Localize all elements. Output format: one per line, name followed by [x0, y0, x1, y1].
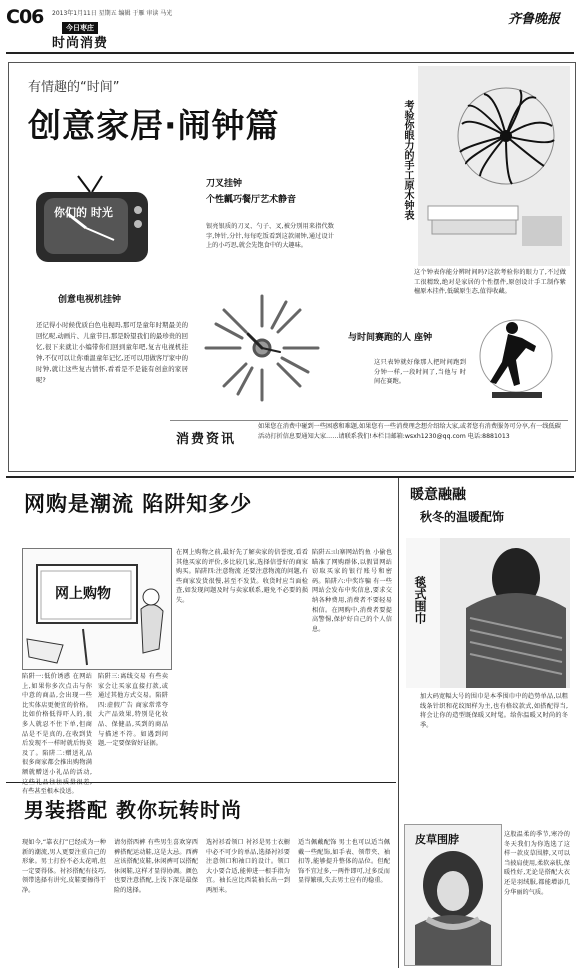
- online-col-1: 陷阱一:低价诱惑 在网站上,如果你多次点击与你中意的商品,会出现一些比实体店更便宜的价格。比如价格低得吓人的,很多人就忍不住下单,但商品是不是真的,在收到货后发现不一样时就后悔莫及了。陷阱二:赠送礼品 很多商家都会推出购物满额就赠送小礼品的活动, 有些甚至根本没送。: [22, 673, 92, 796]
- masthead-rule: [6, 52, 574, 54]
- collar-image: [404, 824, 502, 966]
- page-code: C06: [6, 6, 44, 28]
- scarf-label: 毯式围巾: [413, 576, 427, 624]
- sidebar-title-bottom: 秋冬的温暖配饰: [420, 510, 505, 524]
- fork-clock-image: [196, 290, 326, 408]
- online-col-3: 在网上购物之前,最好先了解卖家的信誉度,看看其他买家的评价,多比较几家,选择信誉好的商家购买。陷阱四:注意物流 还要注意物流的问题,有些商家发货很慢,甚至不发货。收货时应当面检查,如发现问题及时与卖家联系,避免不必要的损失。: [176, 549, 308, 604]
- runner-clock-title: 与时间赛跑的人 座钟: [348, 333, 433, 343]
- online-headline: 网购是潮流 陷阱知多少: [24, 492, 253, 516]
- sidebar-title-top: 暖意融融: [410, 487, 466, 503]
- tv-clock-body: 还记得小时候优质白色电视吗,那可是童年时期最美的回忆呢,动画片、儿童节目,那是盼望我们的最珍贵的回忆,很下来就让小编带你们回到童年吧,复古电视机挂钟,不仅可以让你重温童年记忆,还可以用做客厅家中的时钟,就让这些复古情怀,看看是不是能有创意的家居呢?: [36, 321, 188, 384]
- tv-clock-title: 创意电视机挂钟: [58, 295, 122, 305]
- menswear-col-3: 选衬衫看领口 衬衫是男士衣橱中必不可少的单品,选择衬衫要注意领口和袖口的设计。领口大小要合适,能伸进一根手指为宜。袖长应比西装袖长出一到两厘米。: [206, 839, 290, 894]
- sidebar-divider: [398, 478, 399, 968]
- collar-body: 这股温柔的季节,寒冷的冬天我们为你选选了这样一款皮草围脖,又可以当披肩使用,柔软亲肤,保暖性好,无论是搭配大衣还是羽绒服,都能增添几分华丽的气质。: [504, 831, 570, 896]
- collar-label: 皮草围脖: [415, 833, 459, 846]
- woodclock-caption: 考验你眼力的手工原木钟表: [402, 100, 413, 220]
- menswear-col-1: 现如今,“靠衣打”已经成为一种新的潮流,男人更要注重自己的形象。男士打扮不必太花哨,但一定要得体。衬衫搭配有技巧,领带选择有讲究,皮鞋要擦得干净。: [22, 839, 106, 894]
- scarf-image: [406, 538, 570, 688]
- woodclock-body: 这个钟表你能分辨时间吗?这款考验你的眼力了,不过做工很精致,绝对是家居的个性摆件,原创设计手工制作紫檀原木挂件,低碳原生态,值得收藏。: [414, 269, 566, 296]
- section-rule-online: [6, 476, 574, 478]
- menswear-col-4: 适当佩戴配饰 男士也可以适当佩戴一些配饰,如手表、领带夹、袖扣等,能够提升整体的品位。但配饰不宜过多,一两件即可,过多反而显得繁琐,失去男士应有的稳重。: [298, 839, 390, 885]
- section-title: 时尚消费: [52, 36, 109, 51]
- tv-screen-text: 你们的 时光: [54, 206, 113, 219]
- runner-clock-body: 这只表钟就好像那人把时间跑到分钟一样,一段时间了,当他与 时间在赛跑。: [374, 359, 466, 386]
- menswear-headline: 男装搭配 教你玩转时尚: [24, 798, 242, 822]
- paper-name: 齐鲁晚报: [508, 12, 561, 27]
- wood-clock-image: [418, 66, 570, 266]
- feature-headline: 创意家居·闹钟篇: [28, 106, 280, 145]
- online-col-4: 陷阱五:山寨网站钓鱼 小偷也瞄准了网购群体,以假冒网站窃取买家的银行账号和密码。陷阱六:中奖诈骗 有一些网站会发布中奖信息,要求交纳各种费用,消费者不要轻易相信。在网购中,消费者要提高警惕,保护好自己的个人信息。: [312, 549, 392, 633]
- menswear-col-2: 请勿搭西裤 有些男生喜欢穿西裤搭配运动鞋,这是大忌。西裤应该搭配皮鞋,休闲裤可以搭配休闲鞋,这样才显得协调。颜色也要注意搭配,上浅下深是最保险的选择。: [114, 839, 198, 894]
- runner-clock-image: [472, 312, 564, 402]
- consumer-info-label: 消费资讯: [176, 432, 237, 447]
- online-col-2: 陷阱三:离线交易 有些卖家会让买家直接打款,或通过其他方式交易。陷阱四:虚假广告 商家常常夸大产品效果,特别是化妆品、保健品,买到的商品与描述不符。如遇到问题,一定要保留好证据。: [98, 673, 168, 748]
- fork-clock-subtitle: 个性瓤巧餐厅艺术静音: [206, 195, 297, 205]
- page-meta: 2013年1月11日 星期五 编辑 于雁 审读 马光: [52, 10, 173, 17]
- online-illustration: [22, 548, 172, 670]
- online-sign-text: 网上购物: [55, 586, 111, 602]
- section-rule-menswear: [6, 782, 396, 783]
- tv-clock-image: [30, 170, 154, 268]
- feature-kicker: 有情趣的“时间”: [28, 80, 120, 95]
- consumer-info-body: 如果您在消费中碰到一些困惑和难题,如果您有一些消费理念想介绍给大家,或者您有消费服务可分享,有一线低碳活动打折信息要通知大家……请联系我们!本栏目邮箱:wsxh1230@qq.com 电话:8881013: [258, 423, 561, 440]
- fork-clock-body: 银亮银质的刀叉、勺子、叉,被分别用来指代数字,钟针,分针,每每吃饭看到这款闹钟,通过设计上的小巧思,就会先饱食中的大趣味。: [206, 223, 334, 250]
- scarf-body: 加大码宽幅大号的围巾是本季围巾中的趋势单品,以粗线条针织和花纹图样为主,也有格纹款式,如搭配得当,将会让你的造型既保暖又时髦。给你温暖又时尚的冬季。: [420, 693, 568, 729]
- fork-clock-title: 刀叉挂钟: [206, 179, 243, 189]
- section-sub: 今日枣庄: [62, 22, 98, 34]
